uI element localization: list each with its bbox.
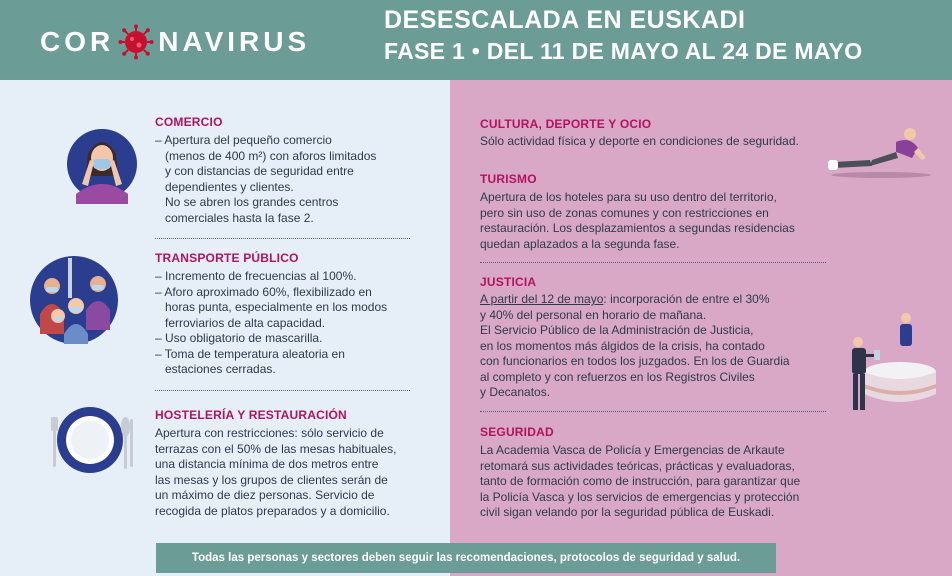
divider (480, 411, 826, 412)
header-banner (0, 0, 952, 80)
seguridad-line: la Policía Vasca y los servicios de emergencias y protección (480, 489, 800, 504)
seguridad-body (480, 443, 800, 521)
transporte-body (155, 269, 387, 378)
hosteleria-body (155, 426, 396, 519)
header-phase: FASE 1 • DEL 11 DE MAYO AL 24 DE MAYO (384, 38, 863, 64)
justicia-date: A partir del 12 de mayo (480, 292, 604, 306)
transporte-line: – Aforo aproximado 60%, flexibilizado en (155, 284, 372, 299)
comercio-line: y con distancias de seguridad entre (165, 164, 354, 178)
comercio-line: dependientes y clientes. (165, 179, 294, 194)
woman-mask-icon (66, 124, 138, 204)
seguridad-line: civil sigan velando por la seguridad pública de Euskadi. (480, 505, 775, 519)
turismo-line: quedan aplazados a la segunda fase. (480, 236, 680, 251)
comercio-line: – Apertura del pequeño comercio (155, 133, 332, 147)
coronavirus-icon (118, 24, 154, 60)
justicia-line: y 40% del personal en horario de mañana. (480, 307, 707, 322)
turismo-line: restauración. Los desplazamientos a segundas residencias (480, 221, 795, 235)
passengers-icon (28, 254, 120, 346)
justicia-first-rest: : incorporación de entre el 30% (603, 292, 770, 306)
turismo-body (480, 190, 795, 252)
comercio-line: comerciales hasta la fase 2. (165, 210, 314, 225)
transporte-title: TRANSPORTE PÚBLICO (155, 251, 299, 265)
header-title: DESESCALADA EN EUSKADI (384, 6, 746, 34)
divider (480, 262, 826, 263)
justicia-line: El Servicio Público de la Administración de Justicia, (480, 323, 754, 337)
logo-text-left: COR (40, 26, 115, 57)
seguridad-line: La Academia Vasca de Policía y Emergencias de Arkaute (480, 443, 785, 457)
hosteleria-title: HOSTELERÍA Y RESTAURACIÓN (155, 408, 347, 422)
transporte-line: horas punta, especialmente en los modos (165, 300, 388, 314)
comercio-line: No se abren los grandes centros (165, 195, 339, 209)
coronavirus-logo (40, 22, 310, 62)
reception-desk-icon (840, 310, 940, 416)
justicia-line: en los momentos más álgidos de la crisis, ha contado (480, 338, 765, 353)
cultura-body (480, 134, 799, 150)
transporte-line: – Incremento de frecuencias al 100%. (155, 269, 357, 283)
exercise-person-icon (826, 124, 936, 180)
divider (155, 238, 410, 239)
plate-cutlery-icon (50, 405, 136, 475)
transporte-line: estaciones cerradas. (165, 362, 276, 376)
justicia-body (480, 292, 790, 401)
turismo-line: pero sin uso de zonas comunes y con restricciones en (480, 205, 769, 220)
divider (155, 390, 410, 391)
hosteleria-line: terrazas con el 50% de las mesas habituales, (155, 441, 397, 456)
seguridad-line: retomará sus actividades teóricas, prácticas y evaluadoras, (480, 458, 795, 473)
hosteleria-line: recogida de platos preparados y a domicilio. (155, 503, 390, 518)
justicia-line (480, 292, 790, 308)
comercio-title: COMERCIO (155, 115, 223, 129)
cultura-title: CULTURA, DEPORTE Y OCIO (480, 117, 652, 131)
justicia-line: al completo y con refuerzos en los Registros Civiles (480, 369, 755, 384)
transporte-line: – Toma de temperatura aleatoria en (155, 346, 345, 361)
hosteleria-line: una distancia mínima de dos metros entre (155, 457, 379, 471)
turismo-title: TURISMO (480, 172, 537, 186)
comercio-line: (menos de 400 m²) con aforos limitados (165, 148, 377, 163)
justicia-line: con funcionarios en todos los juzgados. En los de Guardia (480, 354, 790, 368)
logo-text-right: NAVIRUS (158, 26, 311, 57)
footer-banner (156, 543, 776, 573)
cultura-line: Sólo actividad física y deporte en condiciones de seguridad. (480, 134, 799, 148)
comercio-body (155, 133, 376, 226)
seguridad-line: tanto de formación como de instrucción, para garantizar que (480, 474, 801, 488)
hosteleria-line: Apertura con restricciones: sólo servicio de (155, 426, 384, 440)
transporte-line: ferroviarios de alta capacidad. (165, 315, 326, 330)
transporte-line: – Uso obligatorio de mascarilla. (155, 331, 323, 345)
hosteleria-line: las mesas y los grupos de clientes serán de (155, 472, 388, 487)
hosteleria-line: un máximo de diez personas. Servicio de (155, 488, 375, 502)
justicia-title: JUSTICIA (480, 275, 537, 289)
seguridad-title: SEGURIDAD (480, 425, 554, 439)
footer-text: Todas las personas y sectores deben seguir las recomendaciones, protocolos de seguridad y salud. (191, 552, 741, 564)
turismo-line: Apertura de los hoteles para su uso dentro del territorio, (480, 190, 777, 204)
justicia-line: y Decanatos. (480, 385, 551, 399)
